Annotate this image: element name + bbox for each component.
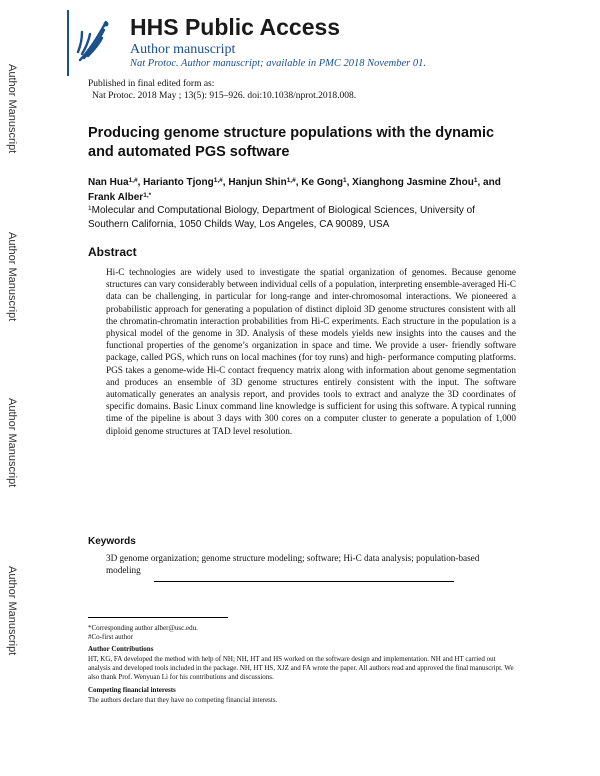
author-list: Nan Hua$^{1,\#}$, Harianto Tjong$^{1,\#}$, Hanjun Shin$^{1,\#}$, Ke Gong$^1$, Xianghong Jasmine Zhou$^1$, and Frank Alber$^{1,*}$ (88, 177, 501, 203)
co-first-author-note: #Co-first author (88, 633, 133, 641)
abstract-text: Hi-C technologies are widely used to investigate the spatial organization of genomes. Because genome structures can vary considerably between individual cells of a population, interpreting ensemble-averaged Hi-C data can be challenging, in particular for long-range and inter-chromosomal interactions. We pioneered a probabilistic approach for generating a population of distinct diploid 3D genome structures consistent with all the chromatin-chromatin interaction probabilities from Hi-C experiments. Each structure in the population is a physical model of the genome in 3D. Analysis of these models yields new insights into the causes and the functional properties of the genome’s organization in space and time. We provide a user- friendly software package, called PGS, which runs on local machines (for toy runs) and high- performance computing platforms. PGS takes a genome-wide Hi-C contact frequency matrix along with information about genome segmentation and produces an ensemble of 3D genome structures entirely consistent with the input. The software automatically generates an analysis report, and provides tools to extract and analyze the 3D coordinates of specific domains. Basic Linux command line knowledge is sufficient for using this software. A typical running time of the pipeline is about 3 days with 300 cores on a computer cluster to generate a population of 1,000 diploid genome structures at TAD level resolution. (106, 267, 516, 436)
hhs-public-access-title: HHS Public Access (130, 14, 341, 40)
author-contributions-text: HT, KG, FA developed the method with help of NH; NH, HT and HS worked on the software design and implementation. NH and HT carried out analysis and developed tools included in the package. NH, HT HS, XJZ and FA wrote the paper. All authors read and approved the final manuscript. We also thank Prof. Wenyuan Li for his contributions and discussions. (88, 655, 514, 681)
competing-interests-heading: Competing financial interests (88, 686, 176, 694)
author-name: Harianto Tjong (143, 177, 214, 188)
keywords-heading: Keywords (88, 536, 136, 547)
publication-line: Published in final edited form as: (88, 79, 215, 89)
keywords-text: 3D genome organization; genome structure modeling; software; Hi-C data analysis; population-based modeling (106, 553, 480, 575)
author-name: Nan Hua (88, 177, 129, 188)
author-affiliation-mark: 1 (473, 177, 478, 184)
author-manuscript-subtitle: Author manuscript (130, 42, 236, 57)
author-affiliation-mark: 1 (342, 177, 347, 184)
affiliation (88, 204, 518, 232)
author-affiliation-mark: 1,# (286, 177, 296, 184)
affiliation-mark: 1 (88, 205, 92, 212)
article-title: Producing genome structure populations with the dynamic and automated PGS software (88, 125, 495, 160)
author-manuscript-label: Author Manuscript (6, 566, 18, 656)
keywords-divider (154, 581, 454, 582)
header-divider (67, 10, 69, 76)
author-name: Ke Gong (301, 177, 343, 188)
author-name: Xianghong Jasmine Zhou (352, 177, 474, 188)
footnote-divider (88, 617, 228, 618)
author-manuscript-label: Author Manuscript (6, 232, 18, 322)
author-affiliation-mark: 1,# (213, 177, 223, 184)
hhs-eagle-logo-icon (76, 14, 112, 66)
author-affiliation-mark: 1,* (143, 192, 152, 199)
availability-note: Nat Protoc. Author manuscript; available in PMC 2018 November 01. (130, 58, 427, 69)
author-manuscript-label: Author Manuscript (6, 398, 18, 488)
author-manuscript-label: Author Manuscript (6, 64, 18, 154)
corresponding-author-note: *Corresponding author alber@usc.edu. (88, 624, 198, 632)
left-margin-sidebar (0, 0, 44, 776)
author-name: Hanjun Shin (228, 177, 287, 188)
author-contributions-heading: Author Contributions (88, 645, 154, 653)
affiliation-text: Molecular and Computational Biology, Department of Biological Sciences, University of Southern California, 1050 Childs Way, Los Angeles, CA 90089, USA (88, 205, 475, 230)
author-name: Frank Alber (88, 192, 144, 203)
citation-line: Nat Protoc. 2018 May ; 13(5): 915–926. doi:10.1038/nprot.2018.008. (92, 91, 357, 101)
author-affiliation-mark: 1,# (128, 177, 138, 184)
abstract-heading: Abstract (88, 245, 137, 259)
competing-interests-text: The authors declare that they have no competing financial interests. (88, 696, 278, 704)
